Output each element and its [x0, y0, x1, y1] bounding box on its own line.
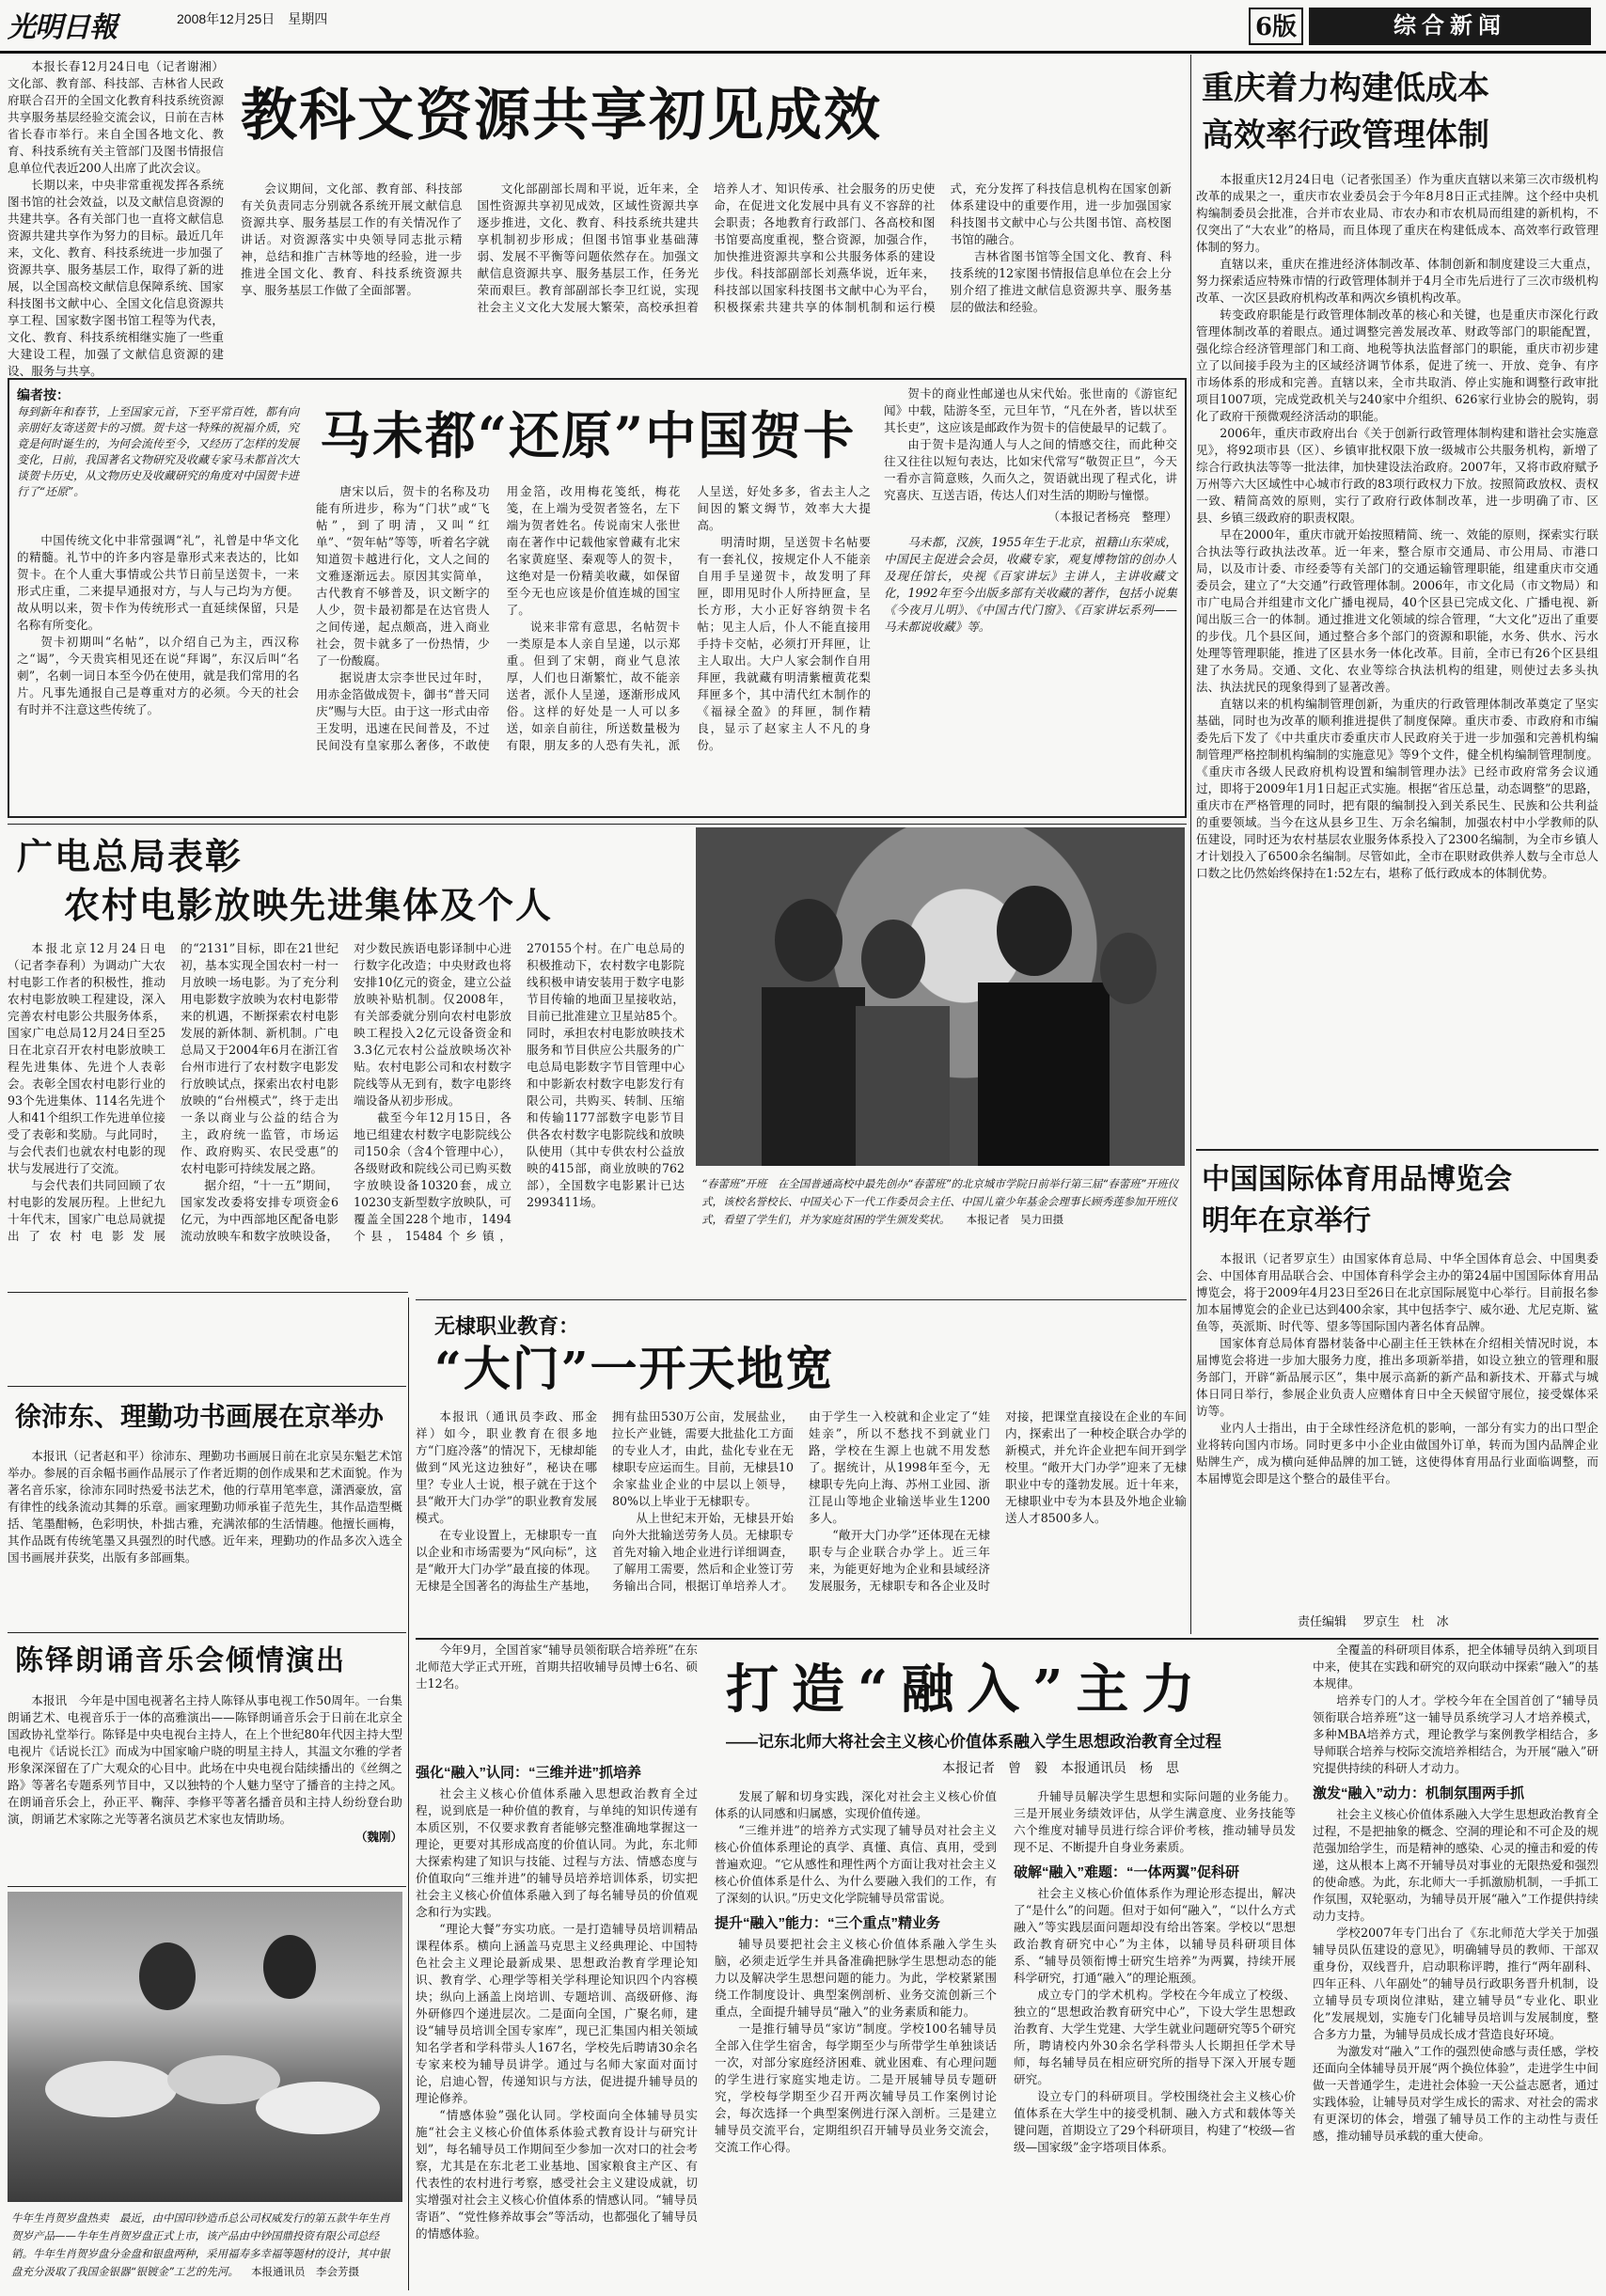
- culture-col-lead: 本报长春12月24日电（记者谢湘）文化部、教育部、科技部、吉林省人民政府联合召开的全国文化教育科技系统资源共享服务基层经验交流会议，日前在吉林省长春市举行。来自全国各地文化、教育、科技系统有关主管部门及图书情报信息单位代表近200人出席了此次会议。 长期以来，中央非常重视发挥各系统图书馆的社会效益，以及文献信息资源的共建共享。各有关部门也一直将文献信息资源共建共享作为努力的目标。最近几年来，文化、教育、科技系统进一步加强了资源共享、服务基层工作，取得了新的进展，以全国高校文献信息保障系统、国家科技图书文献中心、全国文化信息资源共享工程、国家数字图书馆工程等为代表，文化、教育、科技系统相继实施了一些重大建设工程，加强了文献信息资源的建设、服务与共享。: [8, 59, 224, 378]
- card-source: （本报记者杨亮 整理）: [1047, 510, 1177, 524]
- graduation-photo-block: [696, 827, 1185, 1250]
- vocational-headline: “大门”一开天地宽: [434, 1341, 835, 1396]
- masthead: [0, 0, 1606, 53]
- ma-weidu-bio: 马未都，汉族，1955年生于北京，祖籍山东荣成，中国民主促进会会员，收藏专家，观复博物馆的创办人及现任馆长，央视《百家讲坛》主讲人，主讲收藏文化，1992年至今出版多部有关收藏的著作，包括小说集《今夜月儿明》、《中国古代门窗》、《百家讲坛系列——马未都说收藏》等。: [884, 535, 1177, 634]
- sports-headline-1: 中国国际体育用品博览会: [1202, 1163, 1512, 1196]
- divider-above-chen: [8, 1632, 406, 1633]
- lunar-photo-block: [8, 1892, 402, 2287]
- integration-intro: 今年9月，全国首家“辅导员领衔联合培养班”在东北师范大学正式开班，首期共招收辅导员博士6名、硕士12名。: [416, 1643, 698, 1691]
- sports-body: 本报讯（记者罗京生）由国家体育总局、中华全国体育总会、中国奥委会、中国体育用品联合会、中国体育科学会主办的第24届中国国际体育用品博览会，将于2009年4月23日至26日在北京国际展览中心举行。目前报名参加本届博览会的企业已达到400余家，其中包括李宁、威尔逊、尤尼克斯、鲨鱼等，英派斯、时代等、望多等国际国内著名体育品牌。 国家体育总局体育器材装备中心副主任王铁林在介绍相关情况时说，本届博览会将进一步加大服务力度，推出多项新举措，如设立独立的管理和服务部门，开辟“新品展示区”，集中展示高新的新产品和新技术、开幕式与城体日同日举行，参展企业负责人应赠体育日中全天候留守展位，接受媒体采访等。 业内人士指出，由于全球性经济危机的影响，一部分有实力的出口型企业将转向国内市场。同时更多中小企业由做国外订单，转而为国内品牌企业贴牌生产，成为横向延伸品牌的加工链，这使得体育用品行业面临调整，而本届博览会即是这个整合的最佳平台。: [1196, 1251, 1598, 1486]
- film-headline-1: 广电总局表彰: [17, 835, 244, 877]
- lunar-caption: 牛年生肖贺岁盘热卖 最近，由中国印钞造币总公司权威发行的第五款牛年生肖贺岁产品——牛年生肖贺岁盘正式上市，该产品由中钞国鼎投资有限公司总经销。牛年生肖贺岁盘分金盘和银盘两种，采用福寿多幸福等题材的设计，其中银盘充分汲取了我国金银器“银镀金”工艺的先河。 本报通讯员 李会芳摄: [11, 2211, 390, 2278]
- film-cols: 本报北京12月24日电（记者李春利）为调动广大农村电影工作者的积极性，推动农村电影放映工程建设，深入完善农村电影公共服务体系，国家广电总局12月24日至25日在北京召开农村电影放映工程先进集体、先进个人表彰会。表彰全国农村电影行业的93个先进集体、114名先进个人和41个组织工作先进单位接受了表彰和奖励。与此同时，与会代表们也就农村电影的现状与发展进行了交流。 与会代表们共同回顾了农村电影的发展历程。上世纪九十年代末，国家广电总局就提出了农村电影发展的“2131”目标，即在21世纪初，基本实现全国农村一村一月放映一场电影。为了充分利用电影数字放映为农村电影带来的机遇，不断探索农村电影发展的新体制、新机制。广电总局又于2004年6月在浙江省台州市进行了农村数字电影发行放映试点，探索出农村电影放映的“台州模式”，终于走出一条以商业与公益的结合为主，政府统一监管，市场运作、政府购买、农民受惠”的农村电影可持续发展之路。 据介绍，“十一五”期间，国家发改委将安排专项资金6亿元，为中西部地区配备电影流动放映车和数字放映设备，对少数民族语电影译制中心进行数字化改造；中央财政也将安排10亿元的资金，建立公益放映补贴机制。仅2008年，有关部委就分别向农村电影放映工程投入2亿元设备资金和3.3亿元农村公益放映场次补贴。农村电影公司和农村数字院线等从无到有，数字电影终端设备从初步形成。 截至今年12月15日，各地已组建农村数字电影院线公司150余（含4个管理中心），各级财政和院线公司已购买数字放映设备10320套，成立10230支新型数字放映队，可覆盖全国228个地市，1494个县，15484个乡镇，270155个村。在广电总局的积极推动下，农村数字电影院线积极申请安装用于数字电影节目传输的地面卫星接收站，目前已批准建立卫星站85个。同时，承担农村电影放映技术服务和节目供应公共服务的广电总局电影数字节目管理中心和中影新农村数字电影发行有限公司，共购买、转制、压缩和传输1177部数字电影节目供各农村数字电影院线和放映队使用（其中专供农村公益放映的415部，商业放映的762部），全国数字电影累计已达2993411场。: [8, 941, 685, 1243]
- card-col-left: 中国传统文化中非常强调“礼”，礼曾是中华文化的精髓。礼节中的许多内容是靠形式来表达的，比如贺卡。在个人重大事情或公共节日前呈送贺卡，一来形式庄重，二来提早通报对方，与人与己均为方便。故从明以来，贺卡作为传统形式一直延续保留，只是名称有所变化。 贺卡初期叫“名帖”，以介绍自己为主，西汉称之“谒”，今天贵宾相见还在说“拜谒”，东汉后叫“名刺”，名刺一词日本至今仍在使用，就是我们常用的名片。凡事先通报自己是尊重对方的必须。今天的社会有时并不注意这些传统了。: [17, 533, 299, 716]
- sports-headline-2: 明年在京举行: [1202, 1204, 1371, 1237]
- lunar-photo: [8, 1892, 402, 2202]
- card-col-right: 贺卡的商业性邮递也从宋代始。张世南的《游宦纪闻》中载，陆游冬至，元旦年节，“凡在外者，皆以状至其长吏”，这应该是邮政作为贺卡的信使最早的记载了。 由于贺卡是沟通人与人之间的情感交往，而此种交往又往往以短句表达，比如宋代常写“敬贺正旦”，今天一看亦言简意赅，久而久之，贺语就出现了程式化，讲究喜庆、互送吉语，传达人们对生活的期盼与憧憬。 （本报记者杨亮 整理） 马未都，汉族，1955年生于北京，祖籍山东荣成，中国民主促进会会员，收藏专家，观复博物馆的创办人及现任馆长，央视《百家讲坛》主讲人，主讲收藏文化，1992年至今出版多部有关收藏的著作，包括小说集《今夜月儿明》、《中国古代门窗》、《百家讲坛系列——马未都说收藏》等。: [884, 386, 1177, 634]
- divider-right-column: [1190, 55, 1191, 1634]
- divider-above-integration: [416, 1638, 1598, 1640]
- graduation-caption: “春蕾班”开班 在全国普通高校中最先创办“春蕾班”的北京城市学院日前举行第三届“春蕾班”开班仪式，该校名誉校长、中国关心下一代工作委员会主任、中国儿童少年基金会理事长顾秀莲参加开班仪式，看望了学生们，并为家庭贫困的学生颁发奖状。 本报记者 吴力田摄: [701, 1177, 1179, 1226]
- integration-col-3: 升辅导员解决学生思想和实际问题的业务能力。三是开展业务绩效评估，从学生满意度、业务技能等六个维度对辅导员进行综合评价考核，推动辅导员发现不足、不断提升自身业务素质。 破解“融入”难题：“一体两翼”促科研 社会主义核心价值体系作为理论形态提出，解决了“是什么”的问题。但对于如何“融入”，“以什么方式融入”等实践层面问题却没有给出答案。学校以“思想政治教育研究中心”为主体，以辅导员科研项目体系、“辅导员领衔博士研究生培养”为两翼，持续开展科学研究，打通“融入”的理论瓶颈。 成立专门的学术机构。学校在今年成立了校级、独立的“思想政治教育研究中心”，下设大学生思想政治教育、大学生党建、大学生就业问题研究等5个研究所，聘请校内外30余名学科带头人长期担任学术导师，每名辅导员在相应研究所的指导下深入开展专题研究。 设立专门的科研项目。学校围绕社会主义核心价值体系在大学生中的接受机制、融入方式和载体等关键问题，首期设立了29个科研项目，构建了“校级—省级—国家级”金字塔项目体系。: [1014, 1789, 1296, 2154]
- integration-col-2: 发展了解和切身实践，深化对社会主义核心价值体系的认同感和归属感，实现价值传递。 “三维并进”的培养方式实现了辅导员对社会主义核心价值体系理论的真学、真懂、真信、真用，受到普遍欢迎。“它从感性和理性两个方面让我对社会主义核心价值体系是什么、为什么要融入我们的工作，有了深刻的认识。”历史文化学院辅导员常雷说。 提升“融入”能力：“三个重点”精业务 辅导员要把社会主义核心价值体系融入学生头脑，必须走近学生并具备准确把脉学生思想动态的能力以及解决学生思想问题的能力。为此，学校紧紧围绕工作制度设计、典型案例剖析、业务交流创新三个重点，全面提升辅导员“融入”的业务素质和能力。 一是推行辅导员“家访”制度。学校100名辅导员全部入住学生宿舍，每学期至少与所带学生单独谈话一次，对部分家庭经济困难、就业困难、有心理问题的学生进行家庭实地走访。二是开展辅导员专题研究，学校每学期至少召开两次辅导员工作案例讨论会，每次选择一个典型案例进行深入剖析。三是建立辅导员交流平台，定期组织召开辅导员业务交流会，交流工作心得。: [715, 1789, 997, 2154]
- divider-above-vocational: [416, 1299, 1187, 1300]
- divider-below-film: [8, 1292, 408, 1293]
- issue-date: 2008年12月25日 星期四: [177, 11, 328, 26]
- card-headline: 马未都“还原”中国贺卡: [320, 405, 857, 465]
- lunar-credit: 本报通讯员 李会芳摄: [251, 2265, 360, 2278]
- integration-headline: 打造“融入”主力: [726, 1659, 1208, 1721]
- chen-article: [8, 1636, 402, 1880]
- vocational-cols: 本报讯（通讯员李政、邢金祥）如今，职业教育在很多地方“门庭冷落”的情况下，无棣却能做到“风光这边独好”，秘诀在哪里？专业人士说，根子就在于这个县“敞开大门办学”的职业教育发展模式。 在专业设置上，无棣职专一直以企业和市场需要为“风向标”，这是“敞开大门办学”最直接的体现。无棣是全国著名的海盐生产基地，拥有盐田530万公亩，发展盐业，拉长产业链，需要大批盐化工方面的专业人才，由此，盐化专业在无棣职专应运而生。目前，无棣县10余家盐业企业的中层以上领导，80%以上毕业于无棣职专。 从上世纪末开始，无棣县开始向外大批输送劳务人员。无棣职专首先对输入地企业进行详细调查，了解用工需要，然后和企业签订劳务输出合同，根据订单培养人才。由于学生一入校就和企业定了“娃娃亲”，所以不愁找不到就业门路，学校在生源上也就不用发愁了。据统计，从1998年至今，无棣职专先向上海、苏州工业园、浙江昆山等地企业输送毕业生1200多人。 “敞开大门办学”还体现在无棣职专与企业联合办学上。近三年来，为能更好地为企业和县域经济发展服务，无棣职专和各企业及时对接，把课堂直接设在企业的车间内，探索出了一种校企联合办学的新模式，并允许企业把车间开到学校里。“敞开大门办学”迎来了无棣职业中专的蓬勃发展。近十年来，无棣职业中专为本县及外地企业输送人才8500多人。: [416, 1409, 1187, 1593]
- divider-right-sports: [1196, 1149, 1598, 1151]
- integration-subheadline: ——记东北师大将社会主义核心价值体系融入学生思想政治教育全过程: [726, 1733, 1221, 1751]
- integration-col-1: 强化“融入”认同：“三维并进”抓培养 社会主义核心价值体系融入思想政治教育全过程，说到底是一种价值的教育，与单纯的知识传递有本质区别，不仅要求教育者能够完整准确地掌握这一理论，更要对其形成高度的价值认同。为此，东北师大探索构建了知识与技能、过程与方法、情感态度与价值取向“三维并进”的辅导员培养培训体系，切实把社会主义核心价值体系融入到了每名辅导员的价值观念和行为实践。 “理论大餐”夯实功底。一是打造辅导员培训精品课程体系。横向上涵盖马克思主义经典理论、中国特色社会主义理论最新成果、思想政治教育学理论知识、教育学、心理学等相关学科理论知识四个内容模块；纵向上涵盖上岗培训、专题培训、高级研修、海外研修四个递进层次。二是面向全国，广聚名师，建设“辅导员培训全国专家库”，现已汇集国内相关领域知名学者和学科带头人167名，学校先后聘请30余名专家来校为辅导员讲学。通过与名师大家面对面讨论，启迪心智，传递知识与方法，促进提升辅导员的理论修养。 “情感体验”强化认同。学校面向全体辅导员实施“社会主义核心价值体系体验式教育设计与研究计划”，每名辅导员工作期间至少参加一次对口的社会考察，尤其是在东北老工业基地、国家粮食主产区、有代表性的农村进行考察，感受社会主义建设成就，切实增强对社会主义核心价值体系的情感认同。“辅导员寄语”、“党性修养故事会”等活动，也都强化了辅导员的情感体验。: [416, 1758, 698, 2285]
- film-article: [8, 827, 685, 1288]
- section-title: 综合新闻: [1309, 8, 1591, 45]
- divider-above-film: [8, 824, 1187, 825]
- culture-article: [8, 58, 1173, 378]
- integration-col-4: 全覆盖的科研项目体系，把全体辅导员纳入到项目中来，使其在实践和研究的双向联动中探索“融入”的基本规律。 培养专门的人才。学校今年在全国首创了“辅导员领衔联合培养班”这一辅导员系统学习人才培养模式，多种MBA培养方式，理论教学与案例教学相结合，多导师联合培养与校际交流培养相结合，为开展“融入”研究提供持续的科研人才动力。 激发“融入”动力：机制氛围两手抓 社会主义核心价值体系融入大学生思想政治教育全过程，不是把抽象的概念、空洞的理论和不可企及的规范强加给学生，而是精神的感染、心灵的撞击和爱的传递，这从根本上离不开辅导员对事业的无限热爱和强烈的使命感。为此，东北师大一手抓激励机制，一手抓工作氛围，双轮驱动，为辅导员开展“融入”工作提供持续动力支持。 学校2007年专门出台了《东北师范大学关于加强辅导员队伍建设的意见》，明确辅导员的教师、干部双重身份，双线晋升，启动职称评聘，推行“两年副科、四年正科、八年副处”的辅导员行政职务晋升机制，设立辅导员专项岗位津贴，建立辅导员“专业化、职业化”发展规划，实施专门化辅导员培训与发展制度，整合多方力量，为辅导员成长成才营造良好环境。 为激发对“融入”工作的强烈使命感与责任感，学校还面向全体辅导员开展“两个换位体验”，走进学生中间做一天普通学生，走进社会体验一天公益志愿者，通过实践体验，让辅导员对学生成长的需求、对社会的需求有更深切的体会，增强了辅导员工作的主动性与责任感，推动辅导员承载的重大使命。: [1313, 1643, 1598, 2143]
- editor-note-text: 每到新年和春节，上至国家元首，下至平常百姓，都有向亲朋好友寄送贺卡的习惯。贺卡这一特殊的祝福介质，究竟是何时诞生的，为何会流传至今，又经历了怎样的发展变化，日前，我国著名文物研究及收藏专家马未都首次大谈贺卡历史，从文物历史及收藏研究的角度对中国贺卡进行了“还原”。: [17, 405, 300, 498]
- vocational-kicker: 无棣职业教育：: [434, 1315, 580, 1339]
- card-cols-mid: 唐宋以后，贺卡的名称及功能有所进步，称为“门状”或“飞帖”，到了明清，又叫“红单”、“贺年帖”等等，听着名字就知道贺卡越进行化，文人之间的文雅逐渐远去。原因其实简单，古代教育不够普及，识文断字的人少，贺卡最初都是在达官贵人之间传递，起点颇高，进入商业社会，贺卡就多了一份热情，少了一份酸腐。 据说唐太宗李世民过年时，用赤金箔做成贺卡，御书“普天同庆”赐与大臣。由于这一形式由帝王发明，迅速在民间普及，不过民间没有皇家那么奢侈，不敢使用金箔，改用梅花笺纸，梅花笺，在上端为受贺者签名，左下端为贺者姓名。传说南宋人张世南在著作中记载他家曾藏有北宋名家黄庭坚、秦观等人的贺卡，这绝对是一份精美收藏，如保留至今无也应该是价值连城的国宝了。 说来非常有意思，名帖贺卡一类原是本人亲自呈递，以示郑重。但到了宋朝，商业气息浓厚，人们也日渐繁忙，故不能亲送者，派仆人呈递，逐渐形成风俗。这样的好处是一人可以多送，如亲自前往，所送数量极为有限，朋友多的人恐有失礼，派人呈送，好处多多，省去主人之间因的繁文缛节，效率大大提高。 明清时期，呈送贺卡名帖要有一套礼仪，按规定仆人不能亲自用手呈递贺卡，故发明了拜匣，即用见时仆人所持匣盒，呈长方形，大小正好容纳贺卡名帖；见主人后，仆人不能直接用手持卡交帖，必须打开拜匣，让主人取出。大户人家会制作自用拜匣，我就藏有明清紫檀黄花梨拜匣多个，其中清代红木制作的《福禄全盈》的拜匣，制作精良，显示了赵家主人不凡的身份。: [316, 484, 871, 752]
- chongqing-body: 本报重庆12月24日电（记者张国圣）作为重庆直辖以来第三次市级机构改革的成果之一，重庆市农业委员会于今年8月8日正式挂牌。这个经中央机构编制委员会批准，合并市农业局、市农办和市农机局而组建的新机构，不仅突出了“大农业”的格局，而且体现了重庆在构建低成本、高效率行政管理体制的努力。 直辖以来，重庆在推进经济体制改革、体制创新和制度建设三大重点，努力探索适应特殊市情的行政管理体制并于4月全市先后进行了三次市级机构改革、一次区县政府机构改革和两次乡镇机构改革。 转变政府职能是行政管理体制改革的核心和关键，也是重庆市深化行政管理体制改革的着眼点。通过调整完善发展改革、财政等部门的职能配置，强化综合经济管理部门和工商、地税等执法监督部门的职能，重庆市初步建立了以间接手段为主的区域经济调节体系，促进了统一、开放、竞争、有序市场体系的形成和完善。直辖以来，全市共取消、停止实施和调整行政审批项目1007项，完成党政机关与240家中介组织、626家行业协会的脱钩，弱化了政府干预微观经济活动的职能。 2006年，重庆市政府出台《关于创新行政管理体制构建和谐社会实施意见》，将92项市县（区）、乡镇审批权限下放一级城市公共服务机构，新增了综合行政执法等等一批法律，加快建设法治政府。2007年，又将市政府赋予万州等六大区域性中心城市行政的83项行政权力下放。按照简政放权、责权一致、精简高效的原则，实行了政府行政体制改革，进一步明确了市、区县、乡镇三级政府的职责权限。 早在2000年，重庆市就开始按照精简、统一、效能的原则，探索实行联合执法等行政执法改革。近一年来，整合原市交通局、市公用局、市港口局，以及市计委、市经委等有关部门的交通运输管理职能，组建重庆市交通委员会，建立了“大交通”行政管理体制。2006年，市文化局（市文物局）和市广电局合并组建市文化广播电视局，40个区县已完成文化、广播电视、新闻出版三合一的体制。通过推进文化领域的综合管理，“大文化”迈出了重要的步伐。几个县区间，通过整合多个部门的资源和职能，水务、供水、污水处理等管理职能，推进了区县水务一体化改革。目前，全市已有26个区县组建了水务局。交通、文化、农业等综合执法机构的组建，则使过去多头执法、执法扰民的现象得到了显著改善。 直辖以来的机构编制管理创新，为重庆的行政管理体制改革奠定了坚实基础，同时也为改革的顺利推进提供了制度保障。重庆市委、市政府和市编委先后下发了《中共重庆市委重庆市人民政府关于进一步加强和完善机构编制管理严格控制机构编制的实施意见》等9个文件，健全机构编制管理制度。《重庆市各级人民政府机构设置和编制管理办法》已经市政府常务会议通过，即将于2009年1月1日起正式实施。根据“省压总量，动态调整”的思路，重庆市在严格管理的同时，把有限的编制投入到关系民生、民族和公共利益的重要领域。当今在这从县乡卫生、万余名编制，加强农村中小学教师的队伍建设，同时还为农村基层农业服务体系投入了2300名编制，为全市乡镇人才计划投入了6500余名编制。尽管如此，全市在职财政供养人数与全市总人口数之比仍然始终保持在1:52左右，堪称了低行政成本的体制优势。: [1196, 172, 1598, 880]
- graduation-credit: 本报记者 吴力田摄: [966, 1213, 1064, 1226]
- graduation-photo: [696, 827, 1185, 1166]
- card-article: [8, 378, 1187, 818]
- culture-cols-right: [948, 68, 1173, 181]
- photo-figures: [696, 827, 1185, 1166]
- photo-plates: [8, 1892, 402, 2202]
- divider-left-lower: [408, 1297, 409, 2290]
- culture-cols: 会议期间，文化部、教育部、科技部有关负责同志分别就各系统开展文献信息资源共享、服务基层工作的有关情况作了讲话。对资源落实中央领导同志批示精神，总结和推广吉林等地的经验，进一步推进全国文化、教育、科技系统资源共享、服务基层工作做了全面部署。 文化部副部长周和平说，近年来，全国性资源共享初见成效，区域性资源共享逐步推进，文化、教育、科技系统共建共享机制初步形成；但图书馆事业基础薄弱、发展不平衡等问题依然存在。加强文献信息资源共享、服务基层工作，任务光荣而艰巨。教育部副部长李卫红说，实现社会主义文化大发展大繁荣，高校承担着培养人才、知识传承、社会服务的历史使命，在促进文化发展中具有义不容辞的社会职责；各地教育行政部门、各高校和图书馆要高度重视，整合资源，加强合作，加快推进资源共享和公共服务体系的建设步伐。科技部副部长刘燕华说，近年来，科技部以国家科技图书文献中心为平台，积极探索共建共享的体制机制和运行模式，充分发挥了科技信息机构在国家创新体系建设中的重要作用，进一步加强国家科技图书文献中心与公共图书馆、高校图书馆的融合。 吉林省图书馆等全国文化、教育、科技系统的12家图书情报信息单位在会上分别介绍了推进文献信息资源共享、服务基层的做法和经验。: [241, 181, 1172, 314]
- integration-subhead-1: 强化“融入”认同：“三维并进”抓培养: [416, 1765, 642, 1781]
- culture-headline: 教科文资源共享初见成效: [241, 83, 882, 149]
- editor-credit-names: 罗京生 杜 冰: [1362, 1614, 1449, 1628]
- integration-byline: 本报记者 曾 毅 本报通讯员 杨 思: [942, 1760, 1179, 1775]
- chen-body: 本报讯 今年是中国电视著名主持人陈铎从事电视工作50周年。一台集朗诵艺术、电视音乐于一体的高雅演出——陈铎朗诵音乐会于日前在北京全国政协礼堂举行。陈铎是中央电视台主持人，在上个世纪80年代因主持大型电视片《话说长江》而成为中国家喻户晓的明星主持人，其温文尔雅的学者形象深深留在了广大观众的心目中。此场在中央电视台陆续播出的《丝绸之路》等著名专题系列节目中，又以独特的个人魅力坚守了播音的主持之风。在朗诵音乐会上，孙正平、鞠萍、李修平等著名播音员和主持人纷纷登台助演，朗诵艺术家陈之光等著名演员艺术家也友情助场。 （魏刚）: [8, 1693, 402, 1844]
- editor-credit: [1298, 1612, 1598, 1636]
- vocational-article: [416, 1305, 1187, 1625]
- xu-headline: 徐沛东、理勤功书画展在京举办: [15, 1401, 385, 1432]
- sports-article: [1196, 1156, 1598, 1608]
- chongqing-headline-1: 重庆着力构建低成本: [1202, 70, 1489, 107]
- newspaper-logo: 光明日報: [8, 11, 117, 44]
- card-editor-note: [17, 385, 299, 527]
- xu-article: [8, 1392, 402, 1627]
- integration-subhead-2: 提升“融入”能力：“三个重点”精业务: [715, 1915, 941, 1931]
- integration-article: [416, 1642, 1598, 2290]
- chongqing-headline-2: 高效率行政管理体制: [1202, 117, 1489, 154]
- film-headline-2: 农村电影放映先进集体及个人: [64, 884, 554, 926]
- xu-body: 本报讯（记者赵和平）徐沛东、理勤功书画展日前在北京吴东魁艺术馆举办。参展的百余幅书画作品展示了作者近期的创作成果和艺术面貌。作为著名音乐家，徐沛东同时热爱书法艺术，他的行草用笔率意，潇洒豪放，富有律性的线条流动其舞的乐章。画家理勤功师承崔子范先生，其作品造型概括、笔墨酣畅，色彩明快，朴拙古雅，充满浓郁的生活情趣。他擅长画梅，其作品既有传统笔墨又具强烈的时代感。近年来，理勤功的作品多次入选全国书画展并获奖，出版有多部画集。: [8, 1449, 402, 1565]
- chongqing-article: [1196, 58, 1598, 1128]
- page-number-box: 6版: [1249, 8, 1303, 45]
- editor-credit-label: 责任编辑: [1298, 1614, 1347, 1628]
- chen-source: （魏刚）: [354, 1830, 402, 1844]
- editor-note-label: 编者按：: [17, 388, 70, 403]
- divider-above-lunar: [8, 1886, 406, 1887]
- integration-subhead-4: 激发“融入”动力：机制氛围两手抓: [1313, 1785, 1525, 1801]
- chen-headline: 陈铎朗诵音乐会倾情演出: [15, 1644, 346, 1677]
- divider-above-xu: [8, 1386, 406, 1387]
- integration-subhead-3: 破解“融入”难题：“一体两翼”促科研: [1014, 1864, 1240, 1880]
